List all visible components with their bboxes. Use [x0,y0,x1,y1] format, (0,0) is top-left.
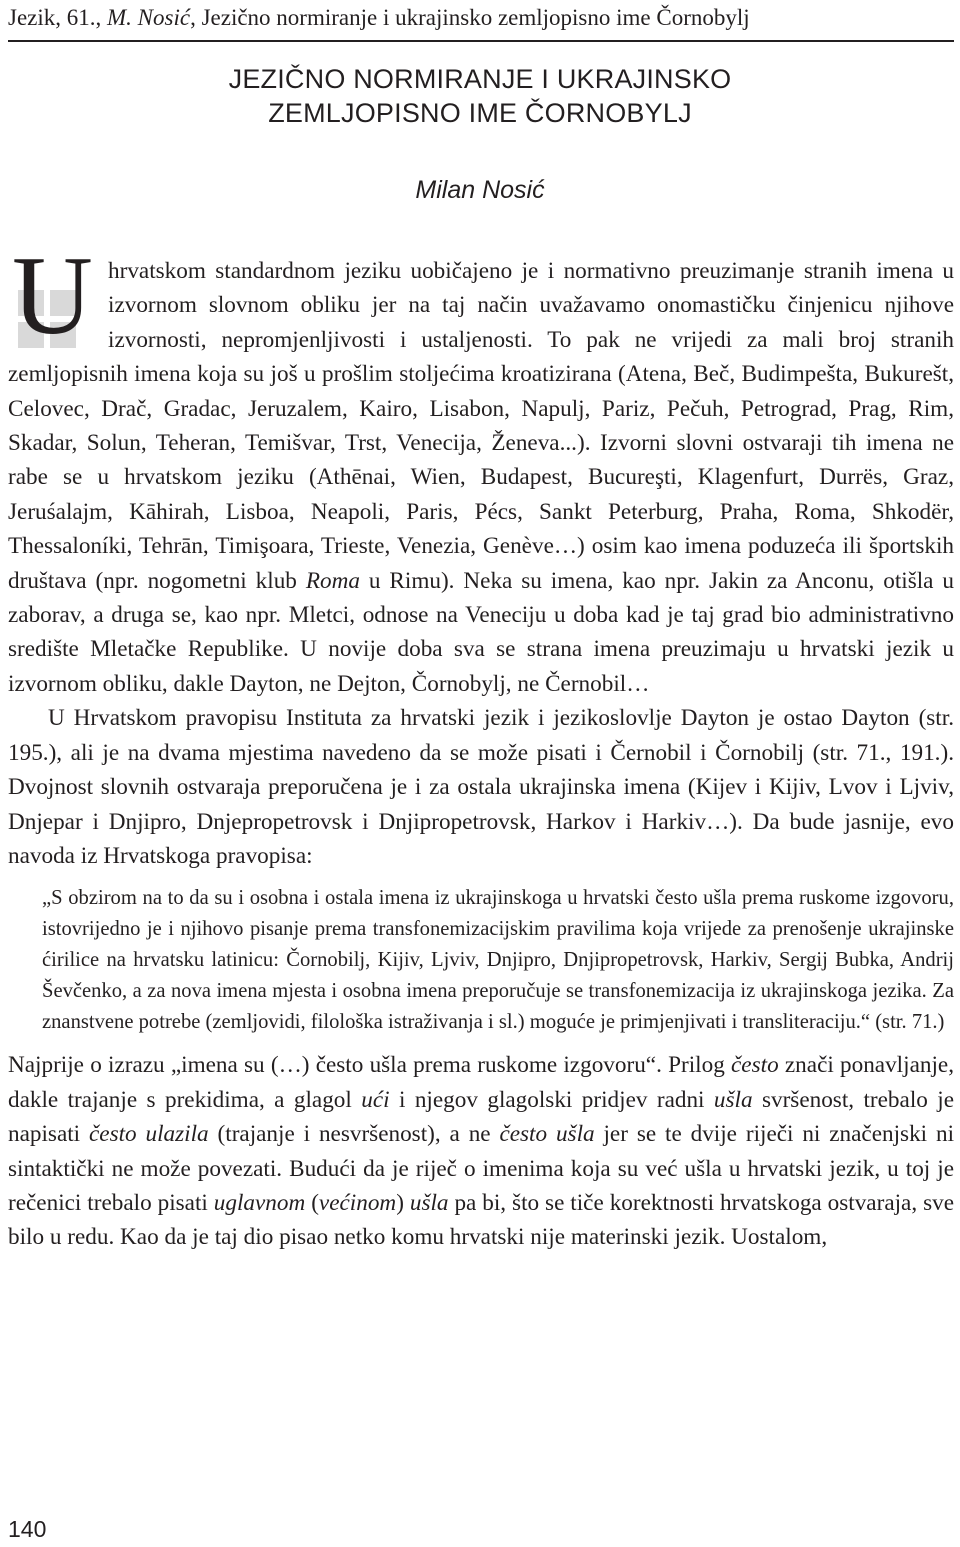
italic-term: često ulazila [89,1121,209,1148]
text-run: i njegov glagolski pridjev radni [389,1086,714,1113]
block-quote: „S obzirom na to da su i osobna i ostala imena iz ukrajinskoga u hrvatski često ušla prema ruskome izgovoru, istovrijedno je i njihovo pisanje prema transfonemizacijskim pravilima koja vrijede za prenošenje ukrajinske ćirilice na hrvatsku latinicu: Čornobilj, Kijiv, Ljviv, Dnjipro, Dnjipropetrovsk, Harkiv, Sergij Bubka, Andrij Ševčenko, a za nova imena mjesta i osobna imena preporučuje se transfonemizacija iz ukrajinskoga jezika. Za znanstvene potrebe (zemljovidi, filološka istraživanja i sl.) moguće je primjenjivati i transliteraciju.“ (str. 71.) [42,887,954,1034]
italic-term: ušla [713,1086,753,1113]
text-run: (trajanje i nesvršenost), a ne [208,1121,500,1148]
article-author: Milan Nosić [415,176,545,204]
article-title [0,62,960,130]
text-run: svršenost, trebalo je napisati [8,1086,954,1148]
page-number: 140 [8,1516,47,1542]
paragraph-1 [8,254,954,701]
running-header [8,4,954,32]
text-run: jer se te dvije riječi ni značenjski ni sintaktički ne može povezati. Budući da je riječ o imenima koja su već ušla u hrvatski jezik, u toj je rečenici trebalo pisati [8,1121,955,1216]
journal-issue: Jezik, 61., [8,5,108,30]
text-run: ) [396,1189,410,1216]
italic-term: često [731,1052,779,1079]
italic-term: često ušla [499,1121,595,1148]
text-run: pa bi, što se tiče korektnosti hrvatskoga ostvaraja, sve bilo u redu. Kao da je taj dio pisao netko komu hrvatski nije materinski jezik. Uostalom, [8,1189,954,1251]
text-run: ( [305,1189,319,1216]
header-rule [8,40,954,42]
italic-term: ušla [409,1189,449,1216]
drop-cap-spacer [8,254,108,354]
italic-term: većinom [318,1189,397,1216]
italic-term: uglavnom [213,1189,306,1216]
header-article-title: , Jezično normiranje i ukrajinsko zemljopisno ime Čornobylj [190,5,750,30]
title-line-2: ZEMLJOPISNO IME ČORNOBYLJ [268,98,692,128]
text-run: znači ponavljanje, dakle trajanje s prekidima, a glagol [8,1052,954,1113]
italic-term: ući [361,1086,390,1113]
paragraph-3 [8,1048,954,1254]
paragraph-2: U Hrvatskom pravopisu Instituta za hrvatski jezik i jezikoslovlje Dayton je ostao Dayton (str. 195.), ali je na dvama mjestima navedeno da se može pisati i Černobil i Čornobilj (str. 71., 191.). Dvojnost slovnih ostvaraja preporučena je i za ostala ukrajinska imena (Kijev i Kijiv, Lvov i Ljviv, Dnjepar i Dnjipro, Dnjepropetrovsk i Dnjipropetrovsk, Harkov i Harkiv…). Da bude jasnije, evo navoda iz Hrvatskoga pravopisa: [8,705,954,869]
italic-term: Roma [305,567,360,594]
text-run: Najprije o izrazu „imena su (…) često ušla prema ruskome izgovoru“. Prilog [8,1052,732,1079]
paragraph-1-text: hrvatskom standardnom jeziku uobičajeno je i normativno preuzimanje stranih imena u izvornom slovnom obliku jer na taj način uvažavamo onomastičku činjenicu njihove izvornosti, nepromjenljivosti i ustaljenosti. To pak ne vrijedi za mali broj stranih zemljopisnih imena koja su još u prošlim stoljećima kroatizirana (Atena, Beč, Budimpešta, Bukurešt, Celovec, Drač, Gradac, Jeruzalem, Kairo, Lisabon, Napulj, Pariz, Pečuh, Petrograd, Prag, Rim, Skadar, Solun, Teheran, Temišvar, Trst, Venecija, Ženeva...). Izvorni slovni ostvaraji tih imena ne rabe se u hrvatskom jeziku (Athēnai, Wien, Budapest, Bucureşti, Klagenfurt, Durrës, Graz, Jeruśalajm, Kāhirah, Lisboa, Neapoli, Paris, Pécs, Sankt Peterburg, Praha, Roma, Shkodër, Thessaloníki, Tehrān, Timişoara, Trieste, Venezia, Genève…) osim kao imena poduzeća ili športskih društava (npr. nogometni klub [8,258,954,594]
title-line-1: JEZIČNO NORMIRANJE I UKRAJINSKO [228,64,732,94]
article-body [8,254,954,1255]
paragraph-1-tail: u Rimu). Neka su imena, kao npr. Jakin za Anconu, otišla u zaborav, a druga se, kao npr. Mletci, odnose na Veneciju u doba kad je taj grad bio administrativno središte Mletačke Republike. U novije doba sva se strana imena preuzimaju u hrvatski jezik u izvornom obliku, dakle Dayton, ne Dejton, Čornobylj, ne Černobil… [8,567,954,697]
header-author: M. Nosić [107,5,191,30]
drop-cap-letter: U [12,234,93,358]
